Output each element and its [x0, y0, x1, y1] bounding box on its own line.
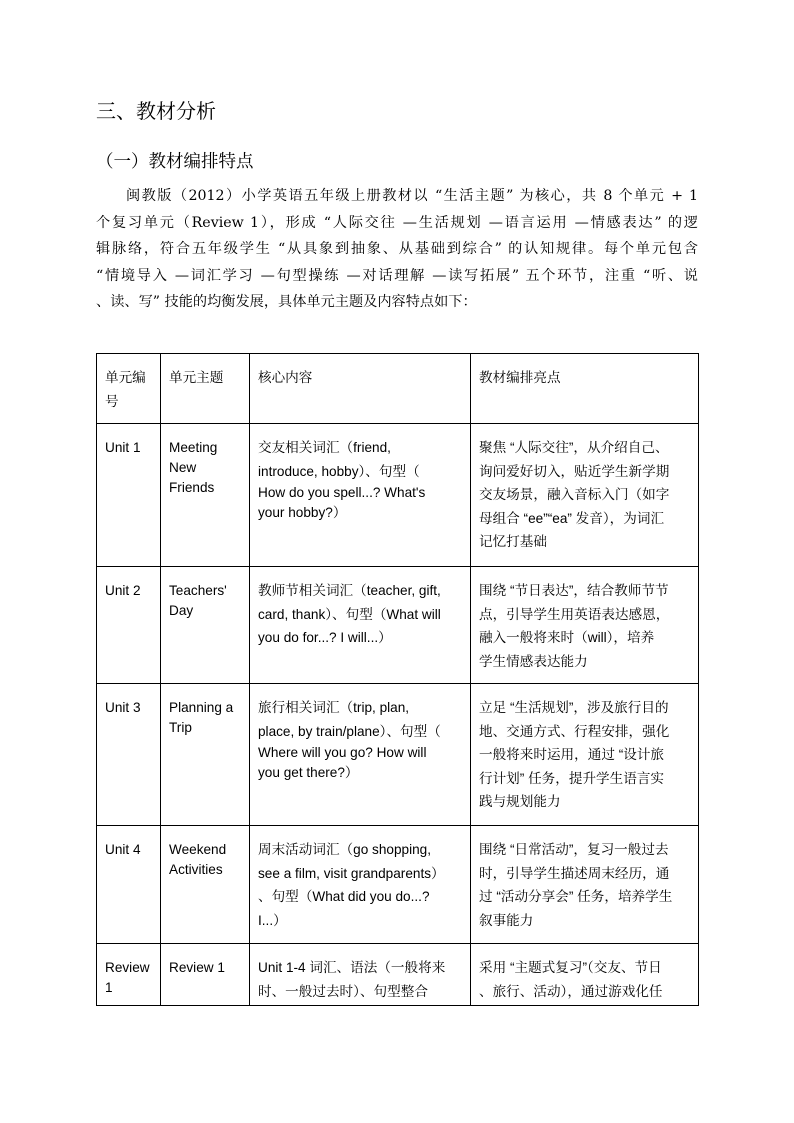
unit-cell — [97, 944, 161, 1006]
unit-label: Review — [105, 960, 150, 975]
content-cell — [250, 424, 471, 567]
content-text: your hobby?） — [258, 505, 347, 520]
highlight-cell — [471, 684, 699, 826]
highlight-text: 围绕 “节日表达”，结合教师节节 — [479, 583, 669, 598]
highlight-cell — [471, 424, 699, 567]
content-cell — [250, 684, 471, 826]
unit-label: Unit 1 — [105, 440, 141, 455]
theme-text: Trip — [169, 720, 192, 735]
theme-text: Weekend — [169, 842, 227, 857]
theme-text: Meeting — [169, 440, 218, 455]
highlight-text: 行计划” 任务，提升学生语言实 — [479, 770, 665, 786]
intro-line: 个复习单元（Review 1），形成 “人际交往 —生活规划 —语言运用 —情感表达” 的逻 — [96, 214, 698, 231]
unit-table — [96, 353, 699, 1006]
highlight-text: 叙事能力 — [479, 912, 534, 928]
header-label: 单元编 — [105, 370, 146, 385]
theme-cell — [161, 424, 250, 567]
unit-cell — [97, 684, 161, 826]
content-text: 时、一般过去时）、句型整合 — [258, 983, 428, 999]
highlight-text: 点，引导学生用英语表达感恩， — [479, 606, 670, 622]
content-text: Unit 1-4 词汇、语法（一般将来 — [258, 960, 446, 975]
theme-text: New — [169, 460, 197, 475]
highlight-text: 母组合 “ee”“ea” 发音），为词汇 — [479, 510, 665, 526]
highlight-text: 记忆打基础 — [479, 534, 547, 549]
highlight-text: 地、交通方式、行程安排，强化 — [479, 723, 670, 739]
content-text: introduce, hobby）、句型（ — [258, 463, 420, 479]
highlight-text: 立足 “生活规划”，涉及旅行目的 — [479, 700, 669, 715]
highlight-text: 聚焦 “人际交往”，从介绍自己、 — [479, 440, 669, 455]
intro-line: “情境导入 —词汇学习 —句型操练 —对话理解 —读写拓展” 五个环节，注重 “听、说 — [96, 267, 698, 284]
unit-cell — [97, 424, 161, 567]
unit-cell — [97, 567, 161, 684]
theme-text: Planning a — [169, 700, 234, 715]
content-text: card, thank）、句型（What will — [258, 606, 441, 622]
header-cell — [250, 354, 471, 424]
subsection-title: （一）教材编排特点 — [96, 152, 254, 172]
highlight-text: 融入一般将来时（will），培养 — [479, 630, 655, 645]
content-text: 周末活动词汇（go shopping, — [258, 842, 432, 857]
theme-text: Friends — [169, 480, 215, 495]
theme-text: Day — [169, 603, 194, 618]
header-label: 教材编排亮点 — [479, 370, 561, 385]
theme-text: Teachers' — [169, 583, 227, 598]
highlight-cell — [471, 826, 699, 944]
theme-cell — [161, 944, 250, 1006]
content-text: you get there?） — [258, 765, 359, 780]
content-text: Where will you go? How will — [258, 745, 427, 760]
theme-cell — [161, 567, 250, 684]
unit-label: Unit 4 — [105, 842, 141, 857]
content-text: How do you spell...? What's — [258, 485, 426, 500]
table-row — [97, 826, 699, 944]
theme-text: Activities — [169, 862, 223, 877]
unit-label: Unit 3 — [105, 700, 141, 715]
intro-line: 、读、写” 技能的均衡发展，具体单元主题及内容特点如下： — [96, 294, 477, 310]
highlight-text: 学生情感表达能力 — [479, 653, 588, 669]
content-text: 教师节相关词汇（teacher, gift, — [258, 583, 441, 598]
content-cell — [250, 944, 471, 1006]
content-text: place, by train/plane）、句型（ — [258, 723, 441, 739]
highlight-cell — [471, 567, 699, 684]
table-header-row — [97, 354, 699, 424]
header-label: 单元主题 — [169, 370, 224, 385]
content-cell — [250, 826, 471, 944]
highlight-text: 围绕 “日常活动”，复习一般过去 — [479, 842, 669, 857]
table-row — [97, 424, 699, 567]
highlight-text: 采用 “主题式复习”（交友、节日 — [479, 960, 662, 975]
intro-line: 辑脉络，符合五年级学生 “从具象到抽象、从基础到综合” 的认知规律。每个单元包含 — [96, 241, 698, 257]
theme-cell — [161, 826, 250, 944]
theme-text: Review 1 — [169, 960, 225, 975]
intro-paragraph — [96, 183, 698, 316]
content-text: I...） — [258, 912, 287, 928]
header-label: 号 — [105, 393, 119, 409]
header-label: 核心内容 — [258, 370, 313, 385]
highlight-text: 时，引导学生描述周末经历，通 — [479, 865, 670, 881]
content-cell — [250, 567, 471, 684]
theme-cell — [161, 684, 250, 826]
highlight-text: 交友场景，融入音标入门（如字 — [479, 487, 670, 502]
table-row — [97, 684, 699, 826]
unit-label: 1 — [105, 980, 113, 995]
unit-cell — [97, 826, 161, 944]
header-cell — [471, 354, 699, 424]
header-cell — [97, 354, 161, 424]
section-title: 三、教材分析 — [96, 99, 216, 123]
highlight-text: 过 “活动分享会” 任务，培养学生 — [479, 889, 673, 904]
highlight-cell — [471, 944, 699, 1006]
table-row — [97, 944, 699, 1006]
table-row — [97, 567, 699, 684]
intro-line: 闽教版（2012）小学英语五年级上册教材以 “生活主题” 为核心，共 8 个单元 + 1 — [126, 188, 698, 204]
highlight-text: 、旅行、活动），通过游戏化任 — [479, 983, 663, 999]
highlight-text: 询问爱好切入，贴近学生新学期 — [479, 463, 670, 479]
content-text: 旅行相关词汇（trip, plan, — [258, 700, 410, 715]
content-text: 、句型（What did you do...? — [258, 889, 430, 904]
content-text: 交友相关词汇（friend, — [258, 440, 391, 455]
content-text: see a film, visit grandparents） — [258, 865, 445, 881]
unit-label: Unit 2 — [105, 583, 141, 598]
highlight-text: 一般将来时运用，通过 “设计旅 — [479, 747, 665, 762]
header-cell — [161, 354, 250, 424]
highlight-text: 践与规划能力 — [479, 794, 561, 809]
content-text: you do for...? I will...） — [258, 630, 392, 645]
